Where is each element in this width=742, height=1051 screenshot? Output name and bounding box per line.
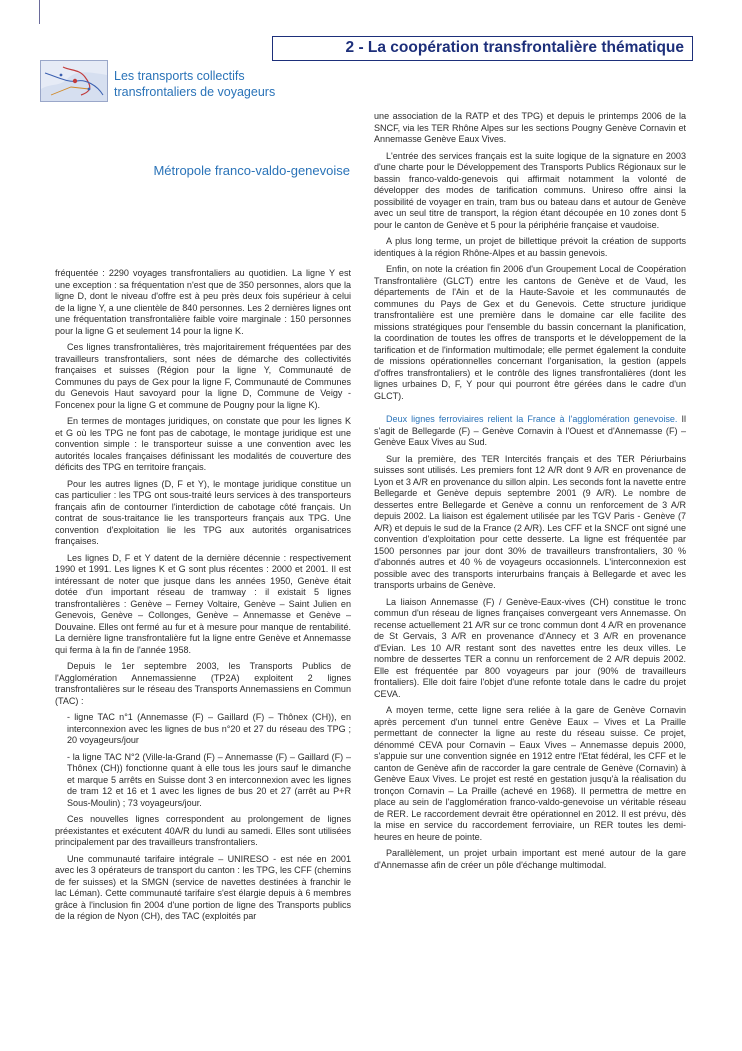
right-column: [374, 111, 686, 876]
paragraph: Parallèlement, un projet urbain important est mené autour de la gare d'Annemasse afin de créer un pôle d'échange multimodal.: [374, 848, 686, 870]
section-title: [114, 68, 314, 100]
chapter-header: [272, 36, 693, 61]
section-title-line-1: Les transports collectifs: [114, 69, 245, 83]
margin-rule: [39, 0, 40, 24]
paragraph: Depuis le 1er septembre 2003, les Transports Publics de l'Agglomération Annemassienne (TP2A) exploitent 2 lignes transfrontalières sur le réseau des Transports Annemassiens en Commun (TAC) :: [55, 661, 351, 706]
paragraph: La liaison Annemasse (F) / Genève-Eaux-vives (CH) constitue le tronc commun d'un réseau de lignes françaises convergeant vers Annemasse. On recense actuellement 21 A/R sur ce tronc commun dont 4 A/R en provenance de St Gervais, 3 A/R en provenance d'Annecy et 3 A/R en provenance d'Evian. Les 10 A/R restant sont des navettes entre les deux villes. Le nombre de dessertes TER a connu un renforcement de 2 A/R depuis 2002. Elle est fréquentée par 800 voyageurs par jour (90% de travailleurs frontaliers). Elle doit faire l'objet d'une refonte totale dans le cadre du projet CEVA.: [374, 596, 686, 699]
paragraph: Enfin, on note la création fin 2006 d'un Groupement Local de Coopération Transfrontalière (GLCT) entre les cantons de Genève et de Vaud, les départements de l'Ain et de la Haute-Savoie et les communautés de communes du Pays de Gex et du Genevois. Cette structure juridique transfrontalière est une première dans le domaine car elle facilite des missions stratégiques pour l'ensemble du bassin concernant la planification, la coordination de toutes les offres de transports et le développement de la tarification et de l'information multimodale; elle permet également la conduite de missions opérationnelles concernant l'organisation, la gestion (appels d'offres transfrontaliers) et le contrôle des lignes transfrontalières (dont les lignes urbaines D, F, Y pour qui pourront être gérées dans le cadre d'un GLCT).: [374, 264, 686, 401]
paragraph: Ces nouvelles lignes correspondent au prolongement de lignes préexistantes et exécutent 40A/R du lundi au samedi. Elles sont utilisées principalement par des travailleurs transfrontaliers.: [55, 814, 351, 847]
paragraph: A moyen terme, cette ligne sera reliée à la gare de Genève Cornavin après percement d'un tunnel entre Genève Eaux – Vives et La Praille permettant de connecter la ligne au reste du réseau suisse. Ce projet, dénommé CEVA pour Cornavin – Eaux Vives – Annemasse depuis 2000, s'appuie sur une convention signée en 1912 entre l'Etat fédéral, les CFF et le canton de Genève afin de raccorder la gare centrale de Genève (Cornavin) à Genève Eaux Vives. Le projet est resté en gestation jusqu'à la réalisation du tronçon Cornavin – La Praille (achevé en 1968). Il permettra de mettre en place au sein de l'agglomération franco-valdo-genevoise un véritable réseau de RER. Le raccordement devrait être opérationnel en 2012. Il est prévu, dès la mise en service du raccordement ferroviaire, un RER toutes les demi-heures en heure de pointe.: [374, 705, 686, 842]
paragraph: L'entrée des services français est la suite logique de la signature en 2003 d'une charte pour le Développement des Transports Publics Régionaux sur le bassin franco-valdo-genevois qui affirmait notamment la volonté de développer des modes de tarification communs. Unireso offre ainsi la possibilité de voyager en train, tram bus ou bateau dans et autour de Genève avec un seul titre de transport, la région étant découpée en 10 zones dont 5 pour le canton de Genève et 5 pour la périphérie française et vaudoise.: [374, 150, 686, 230]
chapter-title: 2 - La coopération transfrontalière thématique: [345, 39, 684, 56]
list-item: - ligne TAC n°1 (Annemasse (F) – Gaillard (F) – Thônex (CH)), en interconnexion avec les lignes de bus n°20 et 27 du réseau des TPG ; 20 voyageurs/jour: [67, 712, 351, 745]
section-title-line-2: transfrontaliers de voyageurs: [114, 85, 276, 99]
rail-heading-rest: Il s'agit de Bellegarde (F) – Genève Cornavin à l'Ouest et d'Annemasse (F) – Genève Eaux Vives au Sud.: [374, 414, 686, 447]
paragraph: fréquentée : 2290 voyages transfrontaliers au quotidien. La ligne Y est une exception : sa fréquentation n'est que de 350 personnes, alors que la ligne D, dont le niveau d'offre est à peu près deux fois supérieur à celui de la ligne Y, a une clientèle de 840 personnes. Les 2 dernières lignes ont une fréquentation transfrontalière faible voire marginale : 150 personnes pour la ligne G et seulement 14 pour la ligne K.: [55, 268, 351, 336]
paragraph: Une communauté tarifaire intégrale – UNIRESO - est née en 2001 avec les 3 opérateurs de transport du canton : les TPG, les CFF (chemins de fer suisses) et la SMGN (service de navettes destinées à franchir le lac Léman). Cette communauté tarifaire s'est élargie depuis à 6 membres grâce à l'inclusion fin 2004 d'une portion de ligne des Transports publics de la région de Nyon (CH), des TAC (exploités par: [55, 853, 351, 921]
paragraph: Ces lignes transfrontalières, très majoritairement fréquentées par des travailleurs transfrontaliers, sont nées de démarche des collectivités françaises et suisses (Région pour la ligne Y, Communauté de Communes du pays de Gex pour la ligne F, Communauté de Communes du Genevois Haut savoyard pour la ligne D, Commune de Veigy - Foncenex pour la ligne G et commune de Pougny pour la ligne K).: [55, 342, 351, 410]
map-thumbnail: [40, 60, 108, 102]
list-item: - la ligne TAC N°2 (Ville-la-Grand (F) – Annemasse (F) – Gaillard (F) – Thônex (CH)) fonctionne quant à elle tous les jours sauf le dimanche et marque 5 arrêts en Suisse dont 3 en interconnexion avec les lignes de tram 12 et 16 et 1 avec les lignes de bus 20 et 27 (arrêt au P+R Sous-Moulin) ; 73 voyageurs/jour.: [67, 751, 351, 808]
paragraph: A plus long terme, un projet de billettique prévoit la création de supports identiques à la région Rhône-Alpes et au bassin genevois.: [374, 236, 686, 258]
paragraph: Pour les autres lignes (D, F et Y), le montage juridique constitue un cas particulier : les TPG ont sous-traité leurs services à des transporteurs français afin de contourner l'interdiction de cabotage côté français. Un contrat de sous-traitance lie les transporteurs français aux TPG. Une convention d'exploitation lie les TPG aux autorités organisatrices françaises.: [55, 478, 351, 546]
region-title: Métropole franco-valdo-genevoise: [153, 163, 350, 178]
paragraph: Les lignes D, F et Y datent de la dernière décennie : respectivement 1990 et 1991. Les lignes K et G sont plus récentes : 2000 et 2001. Il est intéressant de noter que jusque dans les années 1950, Genève était dotée d'un important réseau de tramway : il existait 5 lignes transfrontalières : Genève – Ferney Voltaire, Genève – Saint Julien en Genevois, Genève – Collonges, Genève – Annemasse et Genève – Douvaine. Elles ont fermé au fur et à mesure pour manque de rentabilité. La dernière ligne transfrontalière fut la ligne entre Genève et Annemasse qui ferma à la fin de l'année 1958.: [55, 552, 351, 655]
rail-heading: Deux lignes ferroviaires relient la France à l'agglomération genevoise.: [386, 414, 678, 424]
paragraph: Sur la première, des TER Intercités français et des TER Périurbains suisses sont utilisés. Les premiers font 12 A/R dont 9 A/R en provenance de Lyon et 3 A/R en provenance du sillon alpin. Les seconds font la navette entre Bellegarde et Genève depuis septembre 2001 (9 A/R). Le nombre de dessertes entre Bellegarde et Genève a connu un renforcement de 3 A/R depuis 2002. La liaison est également utilisée par les TGV Paris - Genève (7 A/R) et depuis le sud de la France (2 A/R). Les CFF et la SNCF ont signé une convention d'exploitation pour cette desserte. La ligne est fréquentée par 1500 personnes par jour dont 30% de travailleurs transfrontaliers, 30 % d'abonnés autres et 40 % de voyageurs occasionnels. L'interconnexion est possible avec des transports interurbains français à Bellegarde et avec les transports urbains de Genève.: [374, 453, 686, 590]
left-column: [55, 268, 351, 928]
rail-paragraph: [374, 414, 686, 449]
map-thumbnail-graphic: [41, 61, 107, 101]
paragraph: une association de la RATP et des TPG) et depuis le printemps 2006 de la SNCF, via les TER Rhône Alpes sur les sections Pougny Genève Cornavin et Annemasse Genève Eaux Vives.: [374, 111, 686, 144]
paragraph: En termes de montages juridiques, on constate que pour les lignes K et G où les TPG ne font pas de cabotage, le montage juridique est une convention simple : le transporteur suisse a une convention avec les autorités locales françaises définissant les modalités de couverture des déficits des TPG en territoire français.: [55, 416, 351, 472]
